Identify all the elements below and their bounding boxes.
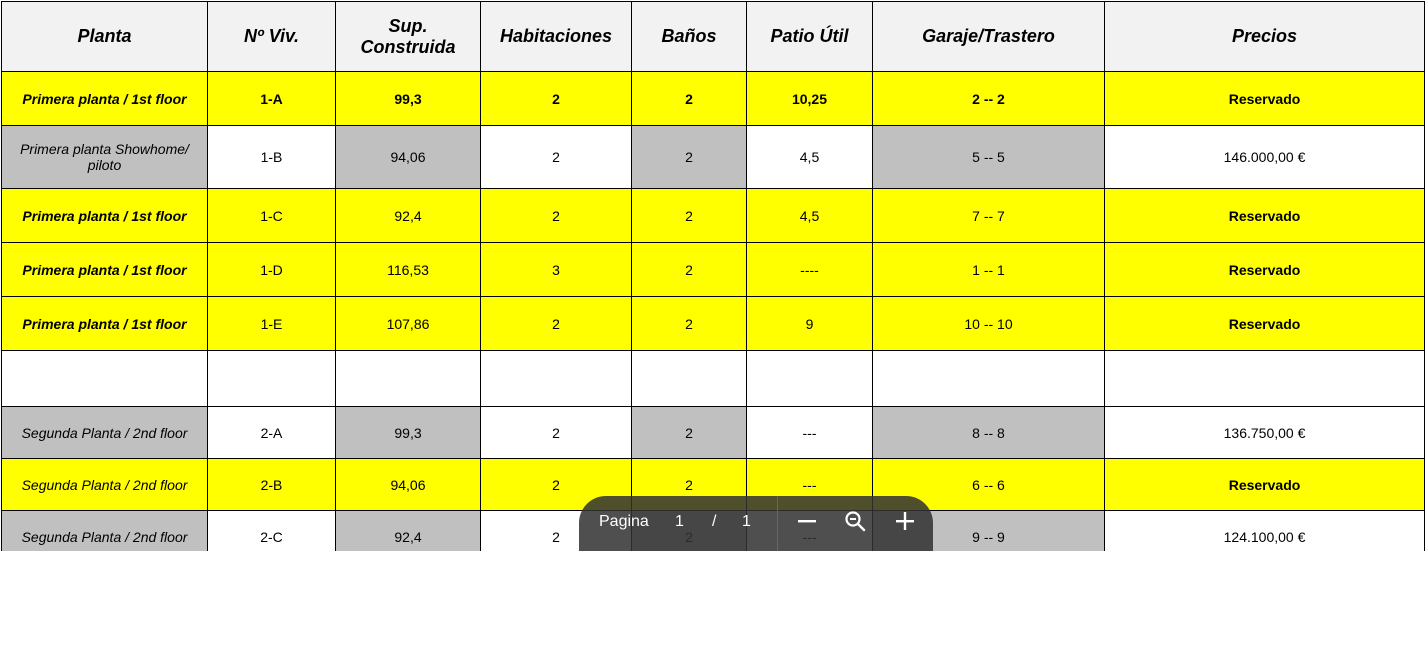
cell-banos: 2 — [632, 407, 747, 459]
cell-precio: Reservado — [1105, 189, 1425, 243]
cell-viv: 1-B — [208, 126, 336, 189]
header-row — [2, 2, 1425, 72]
cell-planta: Segunda Planta / 2nd floor — [2, 511, 208, 552]
zoom-in-button[interactable] — [890, 506, 920, 536]
cell-sup: 99,3 — [336, 407, 481, 459]
cell-sup: 107,86 — [336, 297, 481, 351]
cell-patio: ---- — [747, 243, 873, 297]
cell-precio: 124.100,00 € — [1105, 511, 1425, 552]
cell-garaje: 1 -- 1 — [873, 243, 1105, 297]
cell-precio: 136.750,00 € — [1105, 407, 1425, 459]
minus-icon — [797, 511, 817, 531]
zoom-search-icon — [844, 510, 866, 532]
cell-sup: 99,3 — [336, 72, 481, 126]
header-patio: Patio Útil — [747, 2, 873, 72]
header-habitaciones: Habitaciones — [481, 2, 632, 72]
cell-precio: 146.000,00 € — [1105, 126, 1425, 189]
cell-banos: 2 — [632, 72, 747, 126]
table-row — [2, 297, 1425, 351]
cell-patio: 4,5 — [747, 126, 873, 189]
header-precios: Precios — [1105, 2, 1425, 72]
cell-sup: 92,4 — [336, 189, 481, 243]
header-banos: Baños — [632, 2, 747, 72]
cell-viv: 2-C — [208, 511, 336, 552]
cell-sup — [336, 351, 481, 407]
table-row — [2, 72, 1425, 126]
cell-patio: --- — [747, 459, 873, 511]
page-toolbar — [579, 496, 933, 551]
cell-garaje: 2 -- 2 — [873, 72, 1105, 126]
cell-planta: Primera planta / 1st floor — [2, 243, 208, 297]
cell-patio — [747, 351, 873, 407]
cell-hab: 2 — [481, 72, 632, 126]
cell-banos: 2 — [632, 459, 747, 511]
cell-viv — [208, 351, 336, 407]
table-row — [2, 243, 1425, 297]
cell-garaje: 8 -- 8 — [873, 407, 1105, 459]
cell-banos: 2 — [632, 189, 747, 243]
page-total: 1 — [742, 513, 751, 530]
cell-hab: 2 — [481, 459, 632, 511]
page-separator: / — [712, 513, 717, 530]
cell-precio: Reservado — [1105, 459, 1425, 511]
cell-sup: 92,4 — [336, 511, 481, 552]
table-row — [2, 407, 1425, 459]
cell-hab: 2 — [481, 407, 632, 459]
cell-precio — [1105, 351, 1425, 407]
zoom-out-button[interactable] — [792, 506, 822, 536]
page-current[interactable]: 1 — [675, 513, 684, 530]
cell-hab: 2 — [481, 189, 632, 243]
cell-banos: 2 — [632, 126, 747, 189]
cell-hab: 3 — [481, 243, 632, 297]
cell-precio: Reservado — [1105, 297, 1425, 351]
cell-patio: 9 — [747, 297, 873, 351]
cell-patio: 10,25 — [747, 72, 873, 126]
cell-planta: Segunda Planta / 2nd floor — [2, 459, 208, 511]
cell-viv: 1-A — [208, 72, 336, 126]
cell-garaje: 5 -- 5 — [873, 126, 1105, 189]
cell-hab — [481, 351, 632, 407]
cell-hab: 2 — [481, 511, 632, 552]
cell-planta: Segunda Planta / 2nd floor — [2, 407, 208, 459]
cell-viv: 2-B — [208, 459, 336, 511]
cell-banos: 2 — [632, 243, 747, 297]
cell-patio: 4,5 — [747, 189, 873, 243]
cell-garaje: 7 -- 7 — [873, 189, 1105, 243]
cell-viv: 1-C — [208, 189, 336, 243]
cell-garaje: 9 -- 9 — [873, 511, 1105, 552]
cell-banos: 2 — [632, 297, 747, 351]
cell-hab: 2 — [481, 126, 632, 189]
plus-icon — [895, 511, 915, 531]
header-planta: Planta — [2, 2, 208, 72]
cell-garaje — [873, 351, 1105, 407]
cell-planta: Primera planta Showhome/ piloto — [2, 126, 208, 189]
cell-viv: 2-A — [208, 407, 336, 459]
cell-sup: 94,06 — [336, 459, 481, 511]
cell-planta: Primera planta / 1st floor — [2, 72, 208, 126]
cell-viv: 1-D — [208, 243, 336, 297]
header-viv: Nº Viv. — [208, 2, 336, 72]
cell-banos — [632, 351, 747, 407]
cell-patio: --- — [747, 407, 873, 459]
table-row-empty — [2, 351, 1425, 407]
price-table — [1, 1, 1425, 551]
cell-garaje: 10 -- 10 — [873, 297, 1105, 351]
cell-garaje: 6 -- 6 — [873, 459, 1105, 511]
cell-precio: Reservado — [1105, 243, 1425, 297]
table-row — [2, 189, 1425, 243]
cell-viv: 1-E — [208, 297, 336, 351]
table-row — [2, 126, 1425, 189]
cell-planta — [2, 351, 208, 407]
header-sup: Sup. Construida — [336, 2, 481, 72]
cell-sup: 116,53 — [336, 243, 481, 297]
cell-sup: 94,06 — [336, 126, 481, 189]
header-garaje: Garaje/Trastero — [873, 2, 1105, 72]
cell-hab: 2 — [481, 297, 632, 351]
cell-planta: Primera planta / 1st floor — [2, 189, 208, 243]
toolbar-divider — [777, 496, 778, 551]
zoom-reset-button[interactable] — [840, 506, 870, 536]
page-label: Pagina — [599, 513, 649, 530]
cell-precio: Reservado — [1105, 72, 1425, 126]
cell-planta: Primera planta / 1st floor — [2, 297, 208, 351]
